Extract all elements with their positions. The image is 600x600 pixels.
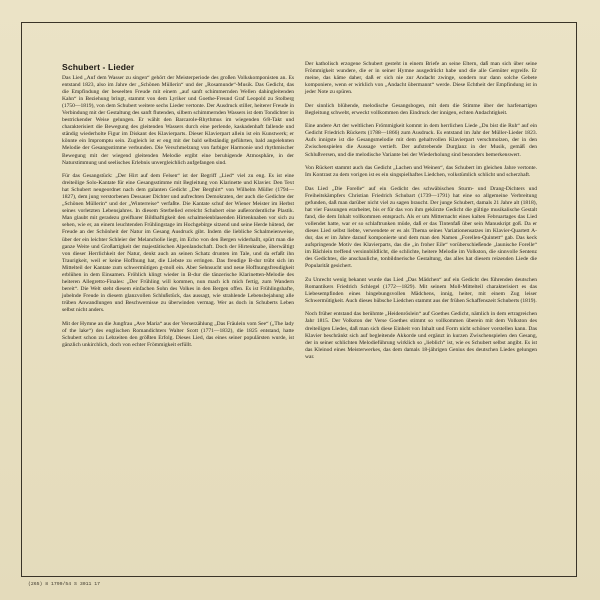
paragraph: Der katholisch erzogene Schubert gesteht in einem Briefe an seine Eltern, daß man sich über seine Frömmigkeit wundere, die er in seiner Hymne ausgedrückt habe und die alle Gemüter ergreife. Er meine, das käme daher, daß er sich nie zur Andacht zwinge, sondern nur dann solche Gebete komponiere, wenn er wirklich von „Andacht übermannt“ werde. Diese Echtheit der Empfindung ist in jeder Note zu spüren. (305, 61, 537, 96)
paragraph: Noch früher entstand das berühmte „Heidenröslein“ auf Goethes Gedicht, nämlich in dem ertragreichen Jahr 1815. Der Volkston der Verse Goethes stimmt so vollkommen überein mit dem Volkston des dreiteiligen Liedes, daß man sich diese Einheit von Inhalt und Form nicht schöner vorstellen kann. Das Klavier beschränkt sich auf begleitende Akkorde und ergänzt in kurzen Zwischenspielen den Gesang, der in seiner schlichten Melodieführung wirklich so „lieblich“ ist, wie es Schubert selbst angibt. Es ist das Kleinod eines Meisterwerkes, das dem damals 18-jährigen Genius des deutschen Liedes gelungen war. (305, 311, 537, 360)
paragraph: Zu Unrecht wenig bekannt wurde das Lied „Das Mädchen“ auf ein Gedicht des führenden deutschen Romantikers Friedrich Schlegel (1772—1829). Mit seinem Moll-Mittelteil charakterisiert es das Liebesempfinden eines hingebungsvollen Mädchens, innig, heiter, mit einem Zug leiser Schwermütigkeit. Auch dieses hübsche Liedchen stammt aus der frühen Schaffenszeit Schuberts (1819). (305, 276, 537, 304)
paragraph: Eine andere Art der weltlichen Frömmigkeit kommt in dem herrlichen Liede „Du bist die Ruh“ auf ein Gedicht Friedrich Rückerts (1788—1866) zum Ausdruck. Es entstand im Jahr der Müller-Lieder 1823. Aufs innigste ist die Gesangsmelodie mit dem gehaltvollen Klavierpart verschmolzen, der in den Zwischenspielen die Aussage vertieft. Der aufstrebende Durglanz in der Musik, gemäß den Schlußversen, und die melodische Variante bei der Wiederholung sind besonders bemerkenswert. (305, 123, 537, 158)
right-text-column (305, 61, 537, 367)
paragraph: Mit der Hymne an die Jungfrau „Ave Maria“ aus der Verserzählung „Das Fräulein vom See“ („The lady of the lake“) des englischen Romandichters Walter Scott (1771—1832), die 1825 entstand, hatte Schubert schon zu Lebzeiten den größten Erfolg. Dieses Lied, das eines seiner populärsten wurde, ist gänzlich unkirchlich, doch von echter Frömmigkeit erfüllt. (62, 320, 294, 348)
paragraph: Der sinnlich blühende, melodische Gesangsbogen, mit dem die Stimme über der harfenartigen Begleitung schwebt, erweckt vollkommen den Eindruck der innigen, echten Andachtigkeit. (305, 102, 537, 116)
paragraph: Für das Gesangstück: „Der Hirt auf dem Felsen“ ist der Begriff „Lied“ viel zu eng. Es ist eine dreiteilige Solo-Kantate für eine Gesangsstimme mit Begleitung von Klarinette und Klavier. Den Text hat Schubert neugeordnet nach dem galanten Gedicht „Der Berghirt“ von Wilhelm Müller (1794—1827), dem jung verstorbenen Dessauer Dichter und aufrechten Demokraten, der auch die Gedichte der „Schönen Müllerin“ und der „Winterreise“ verfaßte. Die Kantate schuf der Wiener Meister im Herbst seines vorletzten Lebensjahres. In diesem Sterbelied erreicht Schubert eine außerordentliche Plastik. Man glaubt mit geradezu greifbarer Bildhaftigkeit den schalmeienblasenden Hirtenknaben vor sich zu sehen, wie er, an einem leuchtenden Frühlingstage im Hochgebirge sitzend und seine Herde hütend, der Freude an der Schönheit der Natur im Gesang Ausdruck gibt. Indem die liebliche Schalmeienweise, über der ein leichter Schleier der Melancholie liegt, im Echo von den Bergen widerhallt, spürt man die ganze Weite und Großartigkeit der majestätischen Alpenlandschaft. Doch der Hirtenknabe, überwältigt von dieser Herrlichkeit der Natur, denkt auch an seinen Schatz drunten im Tale, und da erfaßt ihn Traurigkeit, weil er keine Hoffnung hat, die Liebste zu erringen. Das freudige B-dur trübt sich im Mittelteil der Kantate zum schwermütigen g-moll ein. Aber Sehnsucht und neue Hoffnungsfreudigkeit erblühen in dem Einsamen. Fröhlich klingt wieder in B-dur die tänzerische Klarinetten-Melodie des heiteren Allegretto-Finales: „Der Frühling will kommen, nun mach ich mich fertig, zum Wandern bereit“. Die Welt steht diesem einfachen Sohn des Volkes in den Bergen offen. Es ist Frühlingshafte, jubelnde Freude in diesem glanzvollen Schlußstück, das aussagt, wie strahlende Lebensbejahung alle trüben Anwandlungen und Beschwernisse zu überwinden vermag. Wer as doch in Schuberts Leben selbst nicht anders. (62, 173, 294, 313)
paragraph: Von Rückert stammt auch das Gedicht „Lachen und Weinen“, das Schubert im gleichen Jahre vertonte. Im Kontrast zu dem vorigen ist es ein singspielhaftes Liedchen, volkstümlich schlicht und scherzhaft. (305, 165, 537, 179)
document-heading: Schubert - Lieder (62, 62, 135, 72)
catalog-code: (265) 8 1799/54 S 3011 17 (28, 582, 100, 587)
paragraph: Das Lied „Die Forelle“ auf ein Gedicht des schwäbischen Sturm- und Drang-Dichters und Freiheitskämpfers Christian Friedrich Schubart (1739—1791) hat eine so allgemeine Verbreitung gefunden, daß man darüber nicht viel zu sagen braucht. Der junge Schubert, damals 21 Jahre alt (1818), hat vier Fassungen erarbeitet, bis er für das von ihm gekürzte Gedicht die gültige musikalische Gestalt fand, die dem Inhalt vollkommen entsprach. Als er um Mitternacht eines kalten Februartages das Lied vollendet hatte, war er so schlaftrunken müde, daß er das Tintenfaß über sein Manuskript goß. Da er dieses Lied selbst liebte, verwendete er es als Thema seines Variationensatzes im Klavier-Quartett A-dur, das er im Jahre darauf komponierte und dem man den Namen „Forellen-Quintett“ gab. Das keck aufspringende Motiv des Klavierparts, das die „in froher Eile“ vorüberschießende „launische Forelle“ im Bächlein treffend versinnbildlicht, die schlichte, heitere Melodie im Volkston, die sinnvolle Sentenz des Gedichtes, die anschauliche, tonbildnerische Gestaltung, das alles hat diesem reizenden Liede die Popularität gesichert. (305, 185, 537, 270)
paragraph: Das Lied „Auf dem Wasser zu singen“ gehört der Meisterperiode des großen Volkskomponisten an. Es entstand 1823, also im Jahre der „Schönen Müllerin“ und der „Rosamunde“-Musik. Das Gedicht, das die Empfindung der beseelten Freude mit einem „auf sanft schimmernden Wellen dahingleitenden Kahn“ in Beziehung bringt, stammt von dem Lyriker und Goethe-Freund Graf Leopold zu Stolberg (1750—1819), von dem Schubert weitere sechs Lieder vertonte. Der Ausdruck stiller, heiterer Freude in Verbindung mit der Gestaltung des sanft flutenden, silbern schimmernden Wassers ist dem Tondichter in bestrickender Weise gelungen. Er wählt den Barcarole-Rhythmus im wiegenden 6/8-Takt und charakterisiert die Bewegung des gleitenden Wassers durch eine perlende, kaskadenhaft fallende und ständig wiederholte Figur im Diskant des Klavierparts. Dieser Klavierpart allein ist ein Kunstwerk; er könnte ein Impromptu sein. Zugleich ist er eng mit der bald selbständig geführten, bald angelehnten Melodie der Gesangsstimme verbunden. Die Verschmelzung von farbiger Harmonie und rhythmischer Bewegung mit der wiegend gleitenden Melodie ergibt eine beruhigende Atmosphäre, in der Naturstimmung und seelisches Erlebnis unvergleichlich aufgefangen sind. (62, 75, 294, 166)
left-text-column (62, 75, 294, 355)
